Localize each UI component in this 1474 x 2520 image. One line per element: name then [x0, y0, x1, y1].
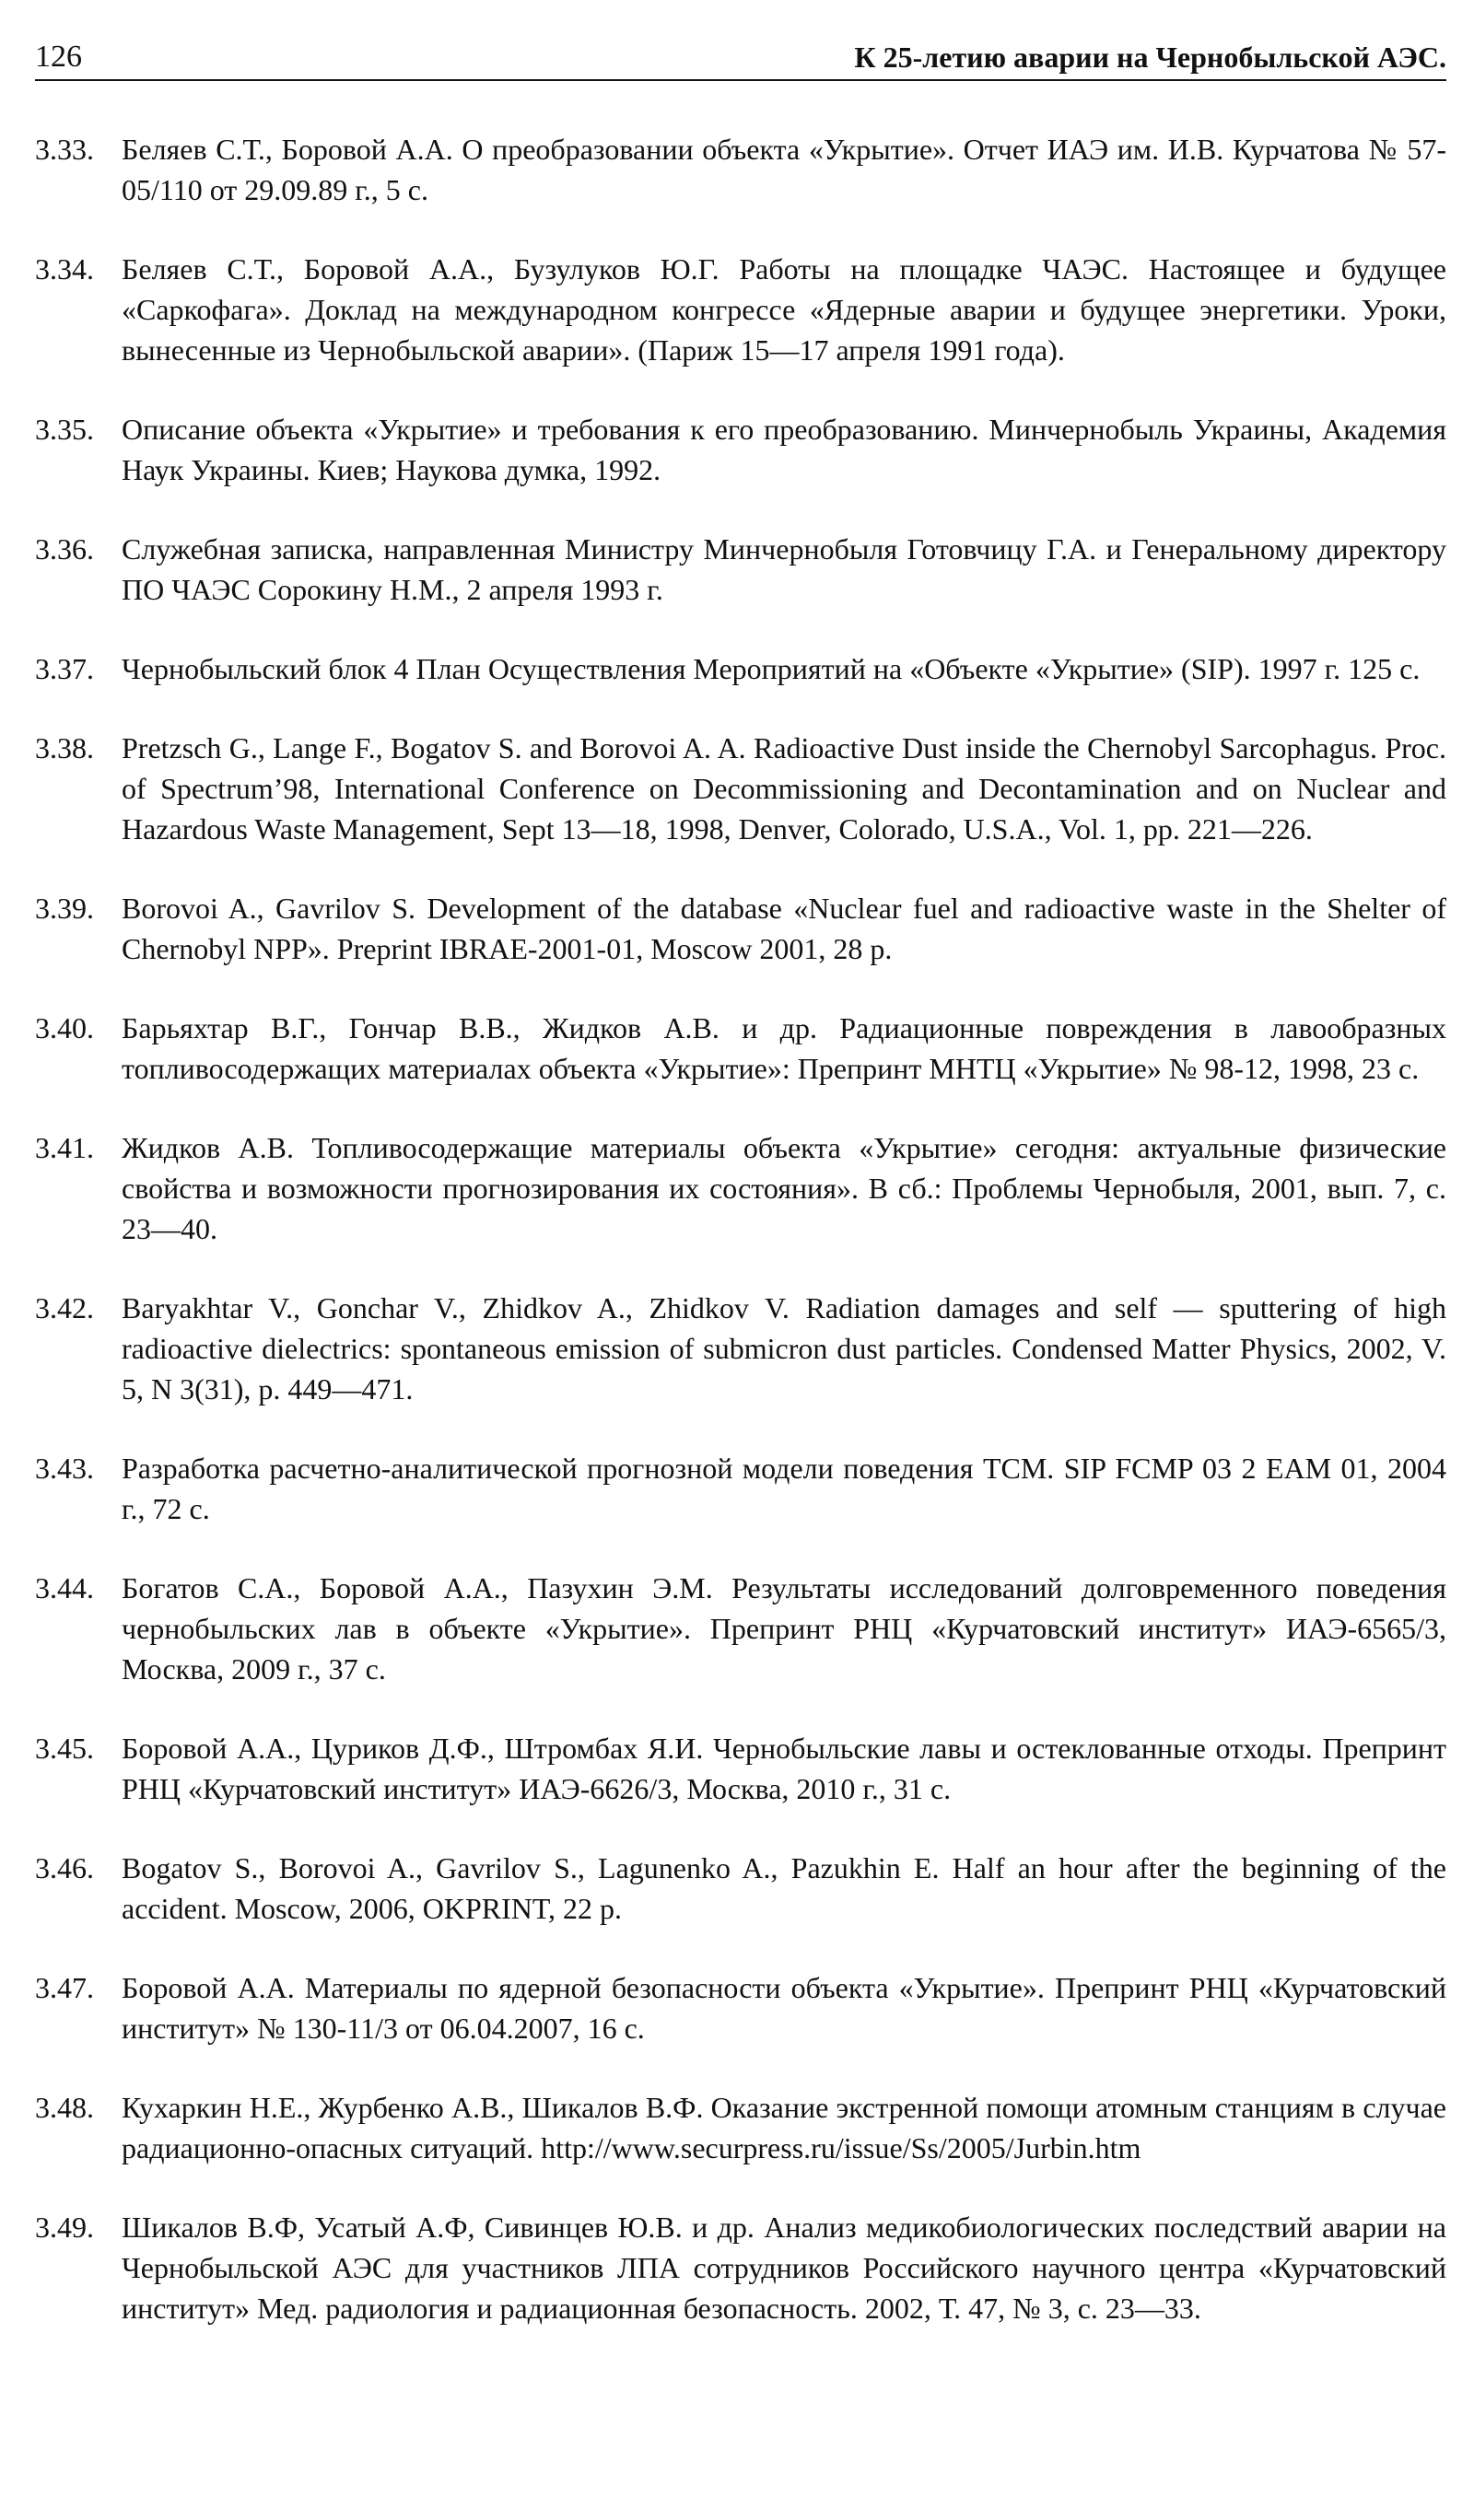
reference-number: 3.36. [35, 532, 94, 566]
reference-text: Барьяхтар В.Г., Гончар В.В., Жидков А.В. и др. Радиационные повреждения в лавообразных топливосодержащих материалах объекта «Укрытие»: Препринт МНТЦ «Укрытие» № 98-12, 1998, 23 с. [122, 1011, 1446, 1085]
reference-item [35, 529, 1446, 610]
running-title: К 25-летию аварии на Чернобыльской АЭС. [854, 41, 1446, 74]
reference-text: Bogatov S., Borovoi A., Gavrilov S., Lagunenko A., Pazukhin E. Half an hour after the beginning of the accident. Moscow, 2006, OKPRINT, 22 p. [122, 1851, 1446, 1925]
reference-item [35, 409, 1446, 490]
reference-text: Боровой А.А. Материалы по ядерной безопасности объекта «Укрытие». Препринт РНЦ «Курчатовский институт» № 130-11/3 от 06.04.2007, 16 с. [122, 1971, 1446, 2045]
reference-text: Кухаркин Н.Е., Журбенко А.В., Шикалов В.Ф. Оказание экстренной помощи атомным станциям в случае радиационно-опасных ситуаций. http://www.securpress.ru/issue/Ss/2005/Jurbin.htm [122, 2091, 1446, 2164]
reference-number: 3.37. [35, 652, 94, 685]
reference-item [35, 1448, 1446, 1529]
reference-number: 3.48. [35, 2091, 94, 2124]
reference-number: 3.49. [35, 2211, 94, 2244]
reference-text: Описание объекта «Укрытие» и требования к его преобразованию. Минчернобыль Украины, Академия Наук Украины. Киев; Наукова думка, 1992. [122, 413, 1446, 486]
reference-item [35, 1008, 1446, 1089]
page-header [35, 28, 1446, 81]
reference-number: 3.43. [35, 1452, 94, 1485]
reference-number: 3.34. [35, 252, 94, 286]
reference-item [35, 648, 1446, 689]
reference-number: 3.42. [35, 1291, 94, 1324]
reference-number: 3.35. [35, 413, 94, 446]
reference-text: Borovoi A., Gavrilov S. Development of the database «Nuclear fuel and radioactive waste in the Shelter of Chernobyl NPP». Preprint IBRAE-2001-01, Moscow 2001, 28 p. [122, 892, 1446, 965]
reference-number: 3.46. [35, 1851, 94, 1884]
reference-text: Baryakhtar V., Gonchar V., Zhidkov A., Zhidkov V. Radiation damages and self — sputtering of high radioactive dielectrics: spontaneous emission of submicron dust particles. Condensed Matter Physics, 2002, V. 5, N 3(31), p. 449—471. [122, 1291, 1446, 1406]
reference-text: Pretzsch G., Lange F., Bogatov S. and Borovoi A. A. Radioactive Dust inside the Chernobyl Sarcophagus. Proc. of Spectrum’98, International Conference on Decommissioning and Decontamination and on Nuclear and Hazardous Waste Management, Sept 13—18, 1998, Denver, Colorado, U.S.A., Vol. 1, pp. 221—226. [122, 731, 1446, 846]
reference-text: Богатов С.А., Боровой А.А., Пазухин Э.М. Результаты исследований долговременного поведения чернобыльских лав в объекте «Укрытие». Препринт РНЦ «Курчатовский институт» ИАЭ-6565/3, Москва, 2009 г., 37 с. [122, 1571, 1446, 1686]
reference-text: Шикалов В.Ф, Усатый А.Ф, Сивинцев Ю.В. и др. Анализ медикобиологических последствий аварии на Чернобыльской АЭС для участников ЛПА сотрудников Российского научного центра «Курчатовский институт» Мед. радиология и радиационная безопасность. 2002, Т. 47, № 3, с. 23—33. [122, 2211, 1446, 2325]
reference-number: 3.33. [35, 133, 94, 166]
document-page [35, 28, 1446, 2367]
reference-item [35, 1967, 1446, 2048]
reference-text: Чернобыльский блок 4 План Осуществления Мероприятий на «Объекте «Укрытие» (SIP). 1997 г. 125 с. [122, 652, 1421, 685]
reference-item [35, 1848, 1446, 1929]
reference-number: 3.44. [35, 1571, 94, 1604]
reference-text: Беляев С.Т., Боровой А.А. О преобразовании объекта «Укрытие». Отчет ИАЭ им. И.В. Курчатова № 57-05/110 от 29.09.89 г., 5 с. [122, 133, 1446, 206]
reference-number: 3.41. [35, 1131, 94, 1164]
reference-item [35, 2207, 1446, 2328]
reference-number: 3.38. [35, 731, 94, 764]
reference-item [35, 2087, 1446, 2168]
reference-item [35, 249, 1446, 370]
page-number: 126 [35, 40, 82, 74]
reference-number: 3.45. [35, 1732, 94, 1765]
reference-text: Разработка расчетно-аналитической прогнозной модели поведения ТСМ. SIP FCMP 03 2 EAM 01, 2004 г., 72 с. [122, 1452, 1446, 1525]
reference-text: Боровой А.А., Цуриков Д.Ф., Штромбах Я.И. Чернобыльские лавы и остеклованные отходы. Препринт РНЦ «Курчатовский институт» ИАЭ-6626/3, Москва, 2010 г., 31 с. [122, 1732, 1446, 1805]
reference-list [35, 129, 1446, 2328]
reference-number: 3.40. [35, 1011, 94, 1044]
reference-item [35, 1127, 1446, 1249]
reference-number: 3.47. [35, 1971, 94, 2004]
reference-text: Жидков А.В. Топливосодержащие материалы объекта «Укрытие» сегодня: актуальные физические свойства и возможности прогнозирования их состояния». В сб.: Проблемы Чернобыля, 2001, вып. 7, с. 23—40. [122, 1131, 1446, 1245]
reference-item [35, 1728, 1446, 1809]
reference-text: Служебная записка, направленная Министру Минчернобыля Готовчицу Г.А. и Генеральному директору ПО ЧАЭС Сорокину Н.М., 2 апреля 1993 г. [122, 532, 1446, 606]
reference-text: Беляев С.Т., Боровой А.А., Бузулуков Ю.Г. Работы на площадке ЧАЭС. Настоящее и будущее «Саркофага». Доклад на международном конгрессе «Ядерные аварии и будущее энергетики. Уроки, вынесенные из Чернобыльской аварии». (Париж 15—17 апреля 1991 года). [122, 252, 1446, 367]
reference-number: 3.39. [35, 892, 94, 925]
reference-item [35, 728, 1446, 849]
reference-item [35, 888, 1446, 969]
reference-item [35, 129, 1446, 210]
reference-item [35, 1288, 1446, 1409]
reference-item [35, 1568, 1446, 1689]
